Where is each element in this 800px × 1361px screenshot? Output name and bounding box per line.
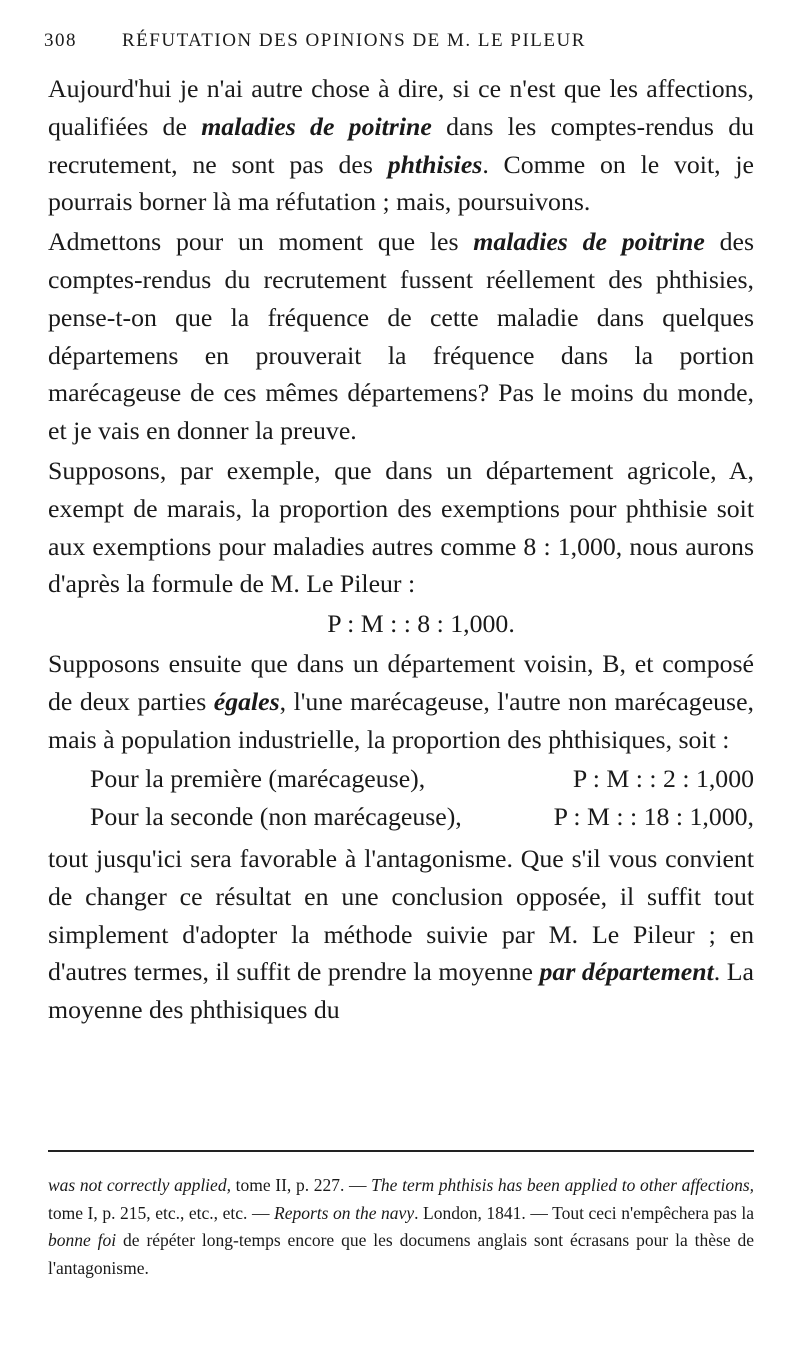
- paragraph-3: Supposons, par exemple, que dans un département agricole, A, exempt de marais, la proportion des exemptions pour phthisie soit aux exemptions pour maladies autres comme 8 : 1,000, nous aurons d'après la formule de M. Le Pileur :: [48, 455, 754, 599]
- emphasis: bonne foi: [48, 1230, 117, 1250]
- text-run: tout jusqu'ici sera favorable à l'antagonisme. Que s'il vous convient de changer ce résultat en une conclusion opposée, il suffit tout simplement d'adopter la méthode suivie par M. Le Pileur ; en d'autres termes, il suffit de prendre la moyenne: [48, 843, 754, 987]
- paragraph-1: [48, 70, 754, 221]
- text-run: des comptes-rendus du recrutement fussent réellement des phthisies, pense-t-on que la fréquence de cette maladie dans quelques départemens en prouverait la fréquence dans la portion marécageuse de ces mêmes départemens? Pas le moins du monde, et je vais en donner la preuve.: [48, 227, 754, 446]
- proportion-row-1: [48, 760, 754, 798]
- text-run: . London, 1841. — Tout ceci n'empêchera pas la: [414, 1202, 754, 1223]
- emphasis: was not correctly applied,: [48, 1175, 231, 1195]
- emphasis: égales: [213, 686, 280, 716]
- text-run: dans les comptes-rendus du recrutement, ne sont pas des: [48, 111, 754, 179]
- text-run: Supposons ensuite que dans un département voisin, B, et composé de deux parties: [48, 648, 754, 716]
- text-run: . Comme on le voit, je pourrais borner là ma réfutation ; mais, poursuivons.: [48, 149, 754, 217]
- emphasis: Reports on the navy: [274, 1202, 415, 1223]
- text-run: , p. 227. —: [286, 1175, 372, 1195]
- emphasis: maladies de poitrine: [201, 111, 432, 141]
- paragraph-2: [48, 223, 754, 450]
- row-value: P : M : : 18 : 1,000,: [553, 802, 754, 832]
- footnote: [48, 1172, 754, 1282]
- text-run: tome I, p. 215, etc., etc., etc. —: [48, 1202, 275, 1223]
- row-label: Pour la seconde (non marécageuse),: [90, 802, 462, 832]
- proportion-row-2: [48, 798, 754, 836]
- paragraph-5: [48, 840, 754, 1029]
- running-title: RÉFUTATION DES OPINIONS DE M. LE PILEUR: [122, 30, 586, 51]
- text-run: . La moyenne des phthisiques du: [48, 957, 755, 1025]
- footnote-rule: [48, 1150, 754, 1152]
- emphasis: phthisies: [387, 149, 483, 179]
- emphasis: maladies de poitrine: [473, 227, 705, 257]
- text-run: Admettons pour un moment que les: [48, 227, 474, 257]
- paragraph-4: [48, 645, 754, 758]
- emphasis: The term phthisis has been applied to other affections,: [371, 1175, 755, 1195]
- text-run: Aujourd'hui je n'ai autre chose à dire, si ce n'est que les affections, qualifiées de: [48, 74, 754, 141]
- text-run: tome: [230, 1175, 276, 1195]
- text-run: II: [275, 1175, 287, 1195]
- text-run: de répéter long-temps encore que les documens anglais sont écrasans pour la thèse de l'antagonisme.: [48, 1230, 754, 1278]
- text-run: , l'une marécageuse, l'autre non marécageuse, mais à population industrielle, la proportion des phthisiques, soit :: [48, 686, 754, 754]
- footnote-text: [48, 1172, 754, 1282]
- formula: P : M : : 8 : 1,000.: [327, 609, 515, 639]
- emphasis: par département: [539, 957, 714, 987]
- row-label: Pour la première (marécageuse),: [90, 764, 426, 794]
- row-value: P : M : : 2 : 1,000: [572, 764, 754, 794]
- running-header: [44, 30, 764, 52]
- main-text: [48, 70, 754, 1031]
- page-number: 308: [44, 30, 77, 51]
